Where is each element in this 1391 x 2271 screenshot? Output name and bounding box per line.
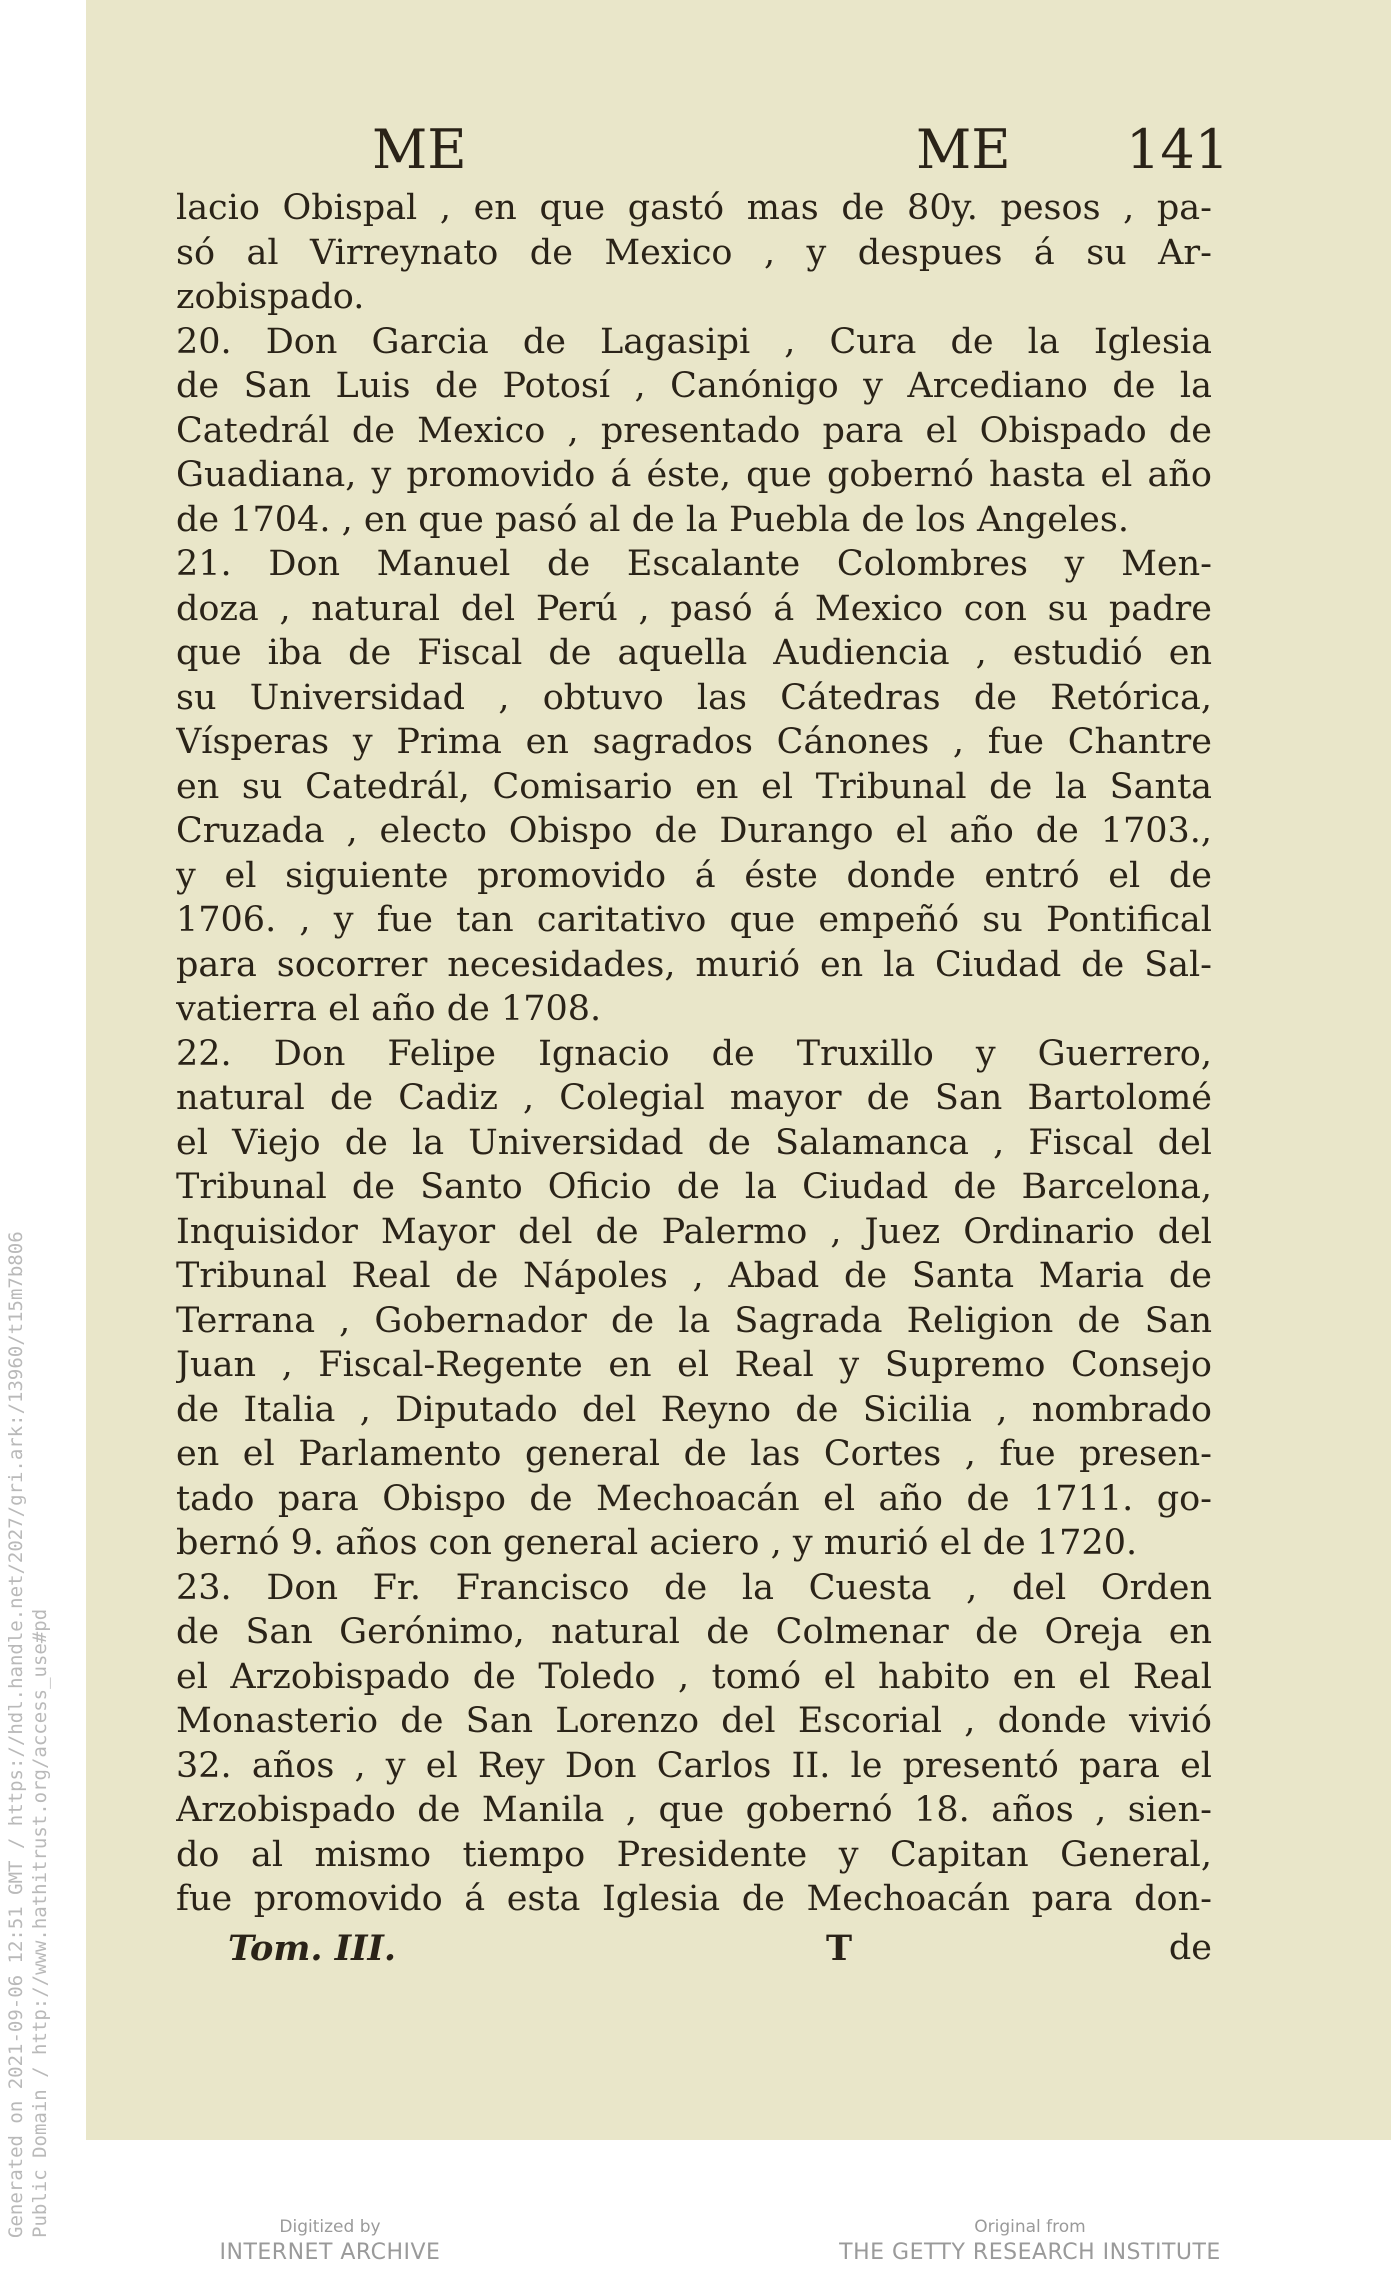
digitized-by-label: Digitized by bbox=[279, 2217, 381, 2237]
text-line: zobispado. bbox=[176, 277, 365, 317]
text-line: Tribunal de Santo Oficio de la Ciudad de Barcelona, bbox=[176, 1167, 1212, 1207]
stamp-line-1: Generated on 2021-09-06 12:51 GMT / https://hdl.handle.net/2027/gri.ark:/13960/t15m7b806 bbox=[5, 1231, 27, 2238]
text-line: Catedrál de Mexico , presentado para el Obispado de bbox=[176, 410, 1212, 451]
text-line: Inquisidor Mayor del de Palermo , Juez Ordinario del bbox=[176, 1211, 1212, 1252]
text-line: Guadiana, y promovido á éste, que gobernó hasta el año bbox=[176, 455, 1212, 495]
original-from-label: Original from bbox=[974, 2217, 1086, 2237]
text-line: 1706. , y fue tan caritativo que empeñó su Pontifical bbox=[176, 900, 1212, 940]
text-line: 23. Don Fr. Francisco de la Cuesta , del Orden bbox=[176, 1567, 1212, 1608]
text-line: que iba de Fiscal de aquella Audiencia , estudió en bbox=[176, 633, 1212, 673]
text-line: Cruzada , electo Obispo de Durango el año de 1703., bbox=[176, 811, 1212, 851]
text-line: Juan , Fiscal-Regente en el Real y Supremo Consejo bbox=[176, 1345, 1212, 1385]
internet-archive-label: INTERNET ARCHIVE bbox=[219, 2240, 441, 2265]
text-line: 20. Don Garcia de Lagasipi , Cura de la Iglesia bbox=[176, 321, 1212, 362]
text-line: Monasterio de San Lorenzo del Escorial , donde vivió bbox=[176, 1701, 1212, 1741]
stamp-line-2: Public Domain / http://www.hathitrust.org/access_use#pd bbox=[29, 1608, 51, 2238]
digitized-by-credit bbox=[190, 2216, 470, 2268]
text-line: bernó 9. años con general aciero , y murió el de 1720. bbox=[176, 1523, 1138, 1563]
text-line: fue promovido á esta Iglesia de Mechoacán para don- bbox=[176, 1879, 1212, 1919]
text-line: para socorrer necesidades, murió en la Ciudad de Sal- bbox=[176, 944, 1212, 985]
generation-stamp bbox=[4, 1231, 52, 2238]
getty-label: THE GETTY RESEARCH INSTITUTE bbox=[839, 2240, 1221, 2265]
volume-label: Tom. III. bbox=[228, 1928, 397, 1969]
original-from-credit bbox=[830, 2216, 1230, 2268]
header-left: ME bbox=[372, 118, 467, 181]
text-line: en su Catedrál, Comisario en el Tribunal de la Santa bbox=[176, 766, 1212, 807]
text-line: Terrana , Gobernador de la Sagrada Religion de San bbox=[176, 1300, 1212, 1341]
text-line: Tribunal Real de Nápoles , Abad de Santa Maria de bbox=[176, 1256, 1212, 1296]
text-line: só al Virreynato de Mexico , y despues á su Ar- bbox=[176, 232, 1212, 273]
text-line: de 1704. , en que pasó al de la Puebla de los Angeles. bbox=[176, 499, 1129, 540]
text-line: en el Parlamento general de las Cortes , fue presen- bbox=[176, 1434, 1212, 1474]
text-line: vatierra el año de 1708. bbox=[176, 989, 602, 1029]
text-line: do al mismo tiempo Presidente y Capitan General, bbox=[176, 1834, 1212, 1875]
page-number: 141 bbox=[1126, 118, 1230, 181]
text-line: su Universidad , obtuvo las Cátedras de Retórica, bbox=[176, 677, 1212, 718]
text-line: de San Gerónimo, natural de Colmenar de Oreja en bbox=[176, 1612, 1212, 1652]
text-line: Arzobispado de Manila , que gobernó 18. años , sien- bbox=[176, 1790, 1212, 1830]
text-line: doza , natural del Perú , pasó á Mexico con su padre bbox=[176, 588, 1212, 629]
text-line: de Italia , Diputado del Reyno de Sicilia , nombrado bbox=[176, 1389, 1212, 1430]
text-line: de San Luis de Potosí , Canónigo y Arcediano de la bbox=[176, 366, 1212, 406]
text-line: el Viejo de la Universidad de Salamanca , Fiscal del bbox=[176, 1122, 1212, 1163]
text-line: 32. años , y el Rey Don Carlos II. le presentó para el bbox=[176, 1745, 1212, 1786]
page-footer bbox=[176, 1928, 1212, 1972]
body-text bbox=[176, 186, 1212, 1922]
text-line: natural de Cadiz , Colegial mayor de San Bartolomé bbox=[176, 1078, 1212, 1118]
signature-mark: T bbox=[826, 1928, 853, 1969]
text-line: lacio Obispal , en que gastó mas de 80y. pesos , pa- bbox=[176, 188, 1212, 228]
header-right: ME bbox=[916, 118, 1011, 181]
text-line: tado para Obispo de Mechoacán el año de 1711. go- bbox=[176, 1478, 1212, 1519]
text-line: Vísperas y Prima en sagrados Cánones , fue Chantre bbox=[176, 722, 1212, 762]
text-line: 22. Don Felipe Ignacio de Truxillo y Guerrero, bbox=[176, 1033, 1212, 1074]
text-line: el Arzobispado de Toledo , tomó el habito en el Real bbox=[176, 1656, 1212, 1697]
catchword: de bbox=[1168, 1928, 1212, 1968]
text-line: y el siguiente promovido á éste donde entró el de bbox=[176, 855, 1212, 896]
text-line: 21. Don Manuel de Escalante Colombres y Men- bbox=[176, 544, 1212, 584]
